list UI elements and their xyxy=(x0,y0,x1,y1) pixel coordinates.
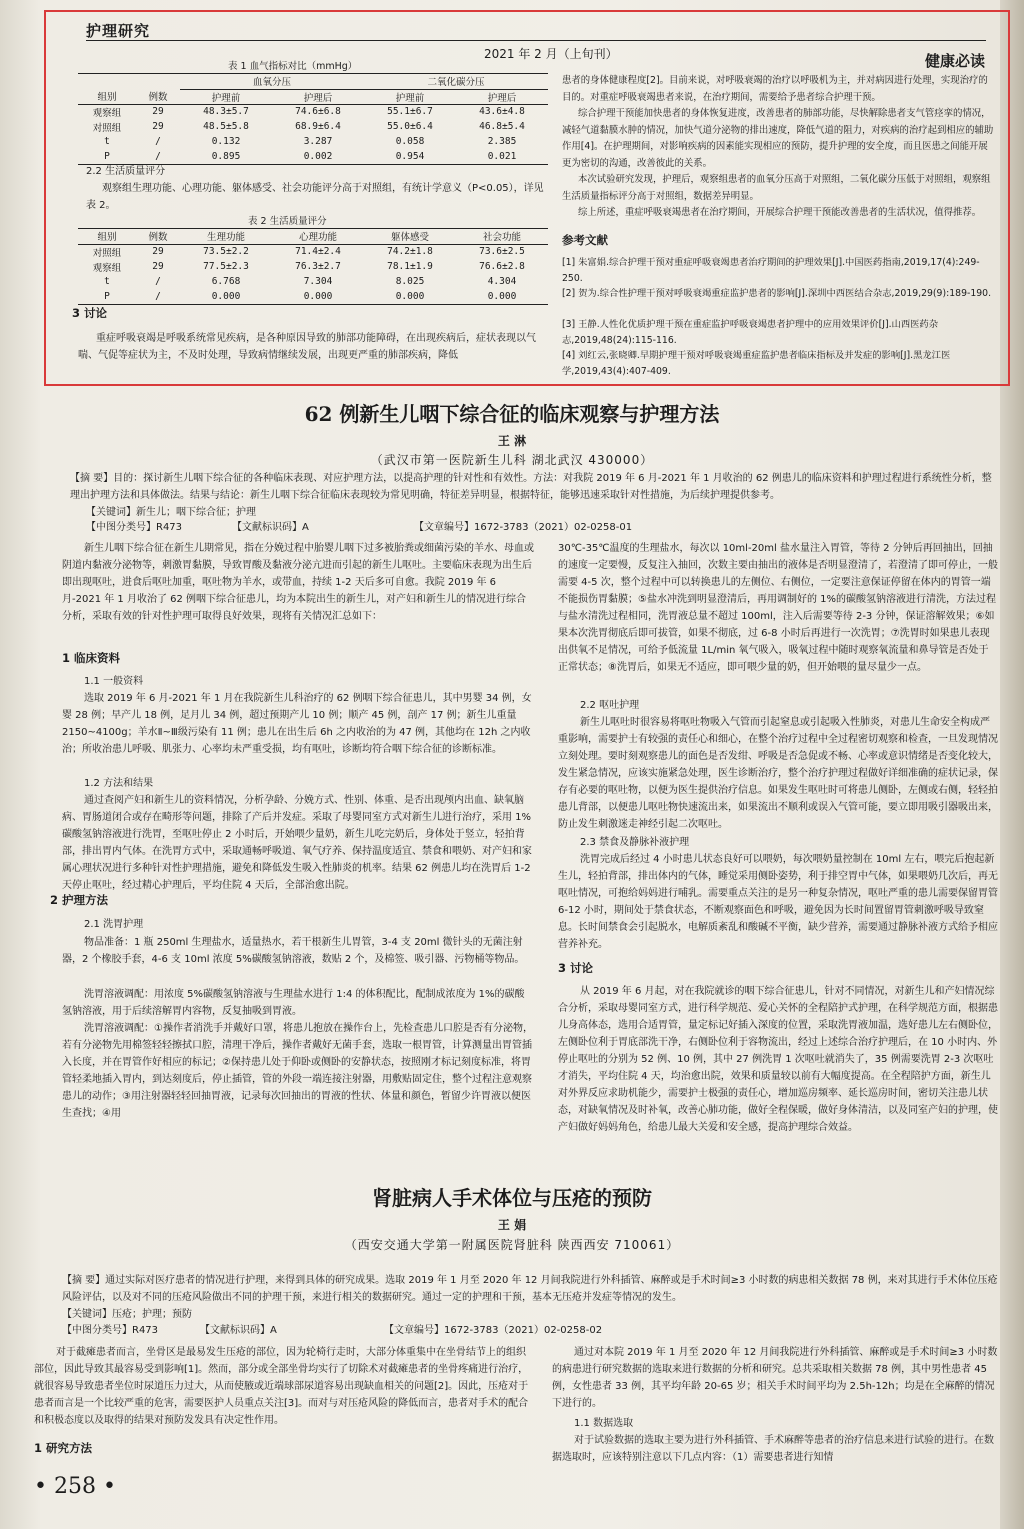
table-cell: 55.0±6.4 xyxy=(387,121,433,132)
section-2-2-text: 观察组生理功能、心理功能、躯体感受、社会功能评分高于对照组，有统计学意义（P<0.05），详见表 2。 xyxy=(86,183,544,211)
article2-abstract: 【摘 要】通过实际对医疗患者的情况进行护理，来得到具体的研究成果。选取 2019 年 1 月至 2020 年 12 月间我院进行外科插管、麻醉或是手术时间≥3 小时数的病患相关数据 78 例，来对其进行手术体位压疮风险评估，以及对不同的压疮风险做出不同的护理干预，来进行相关的数据研究。通过一定的护理和干预，基本无压疮并发症等情况的发生。 xyxy=(62,1275,998,1303)
section-header: 护理研究 xyxy=(86,22,151,40)
table2-caption: 表 2 生活质量评分 xyxy=(248,216,327,227)
article2-articleno: 【文章编号】1672-3783（2021）02-0258-02 xyxy=(384,1325,603,1336)
table-row xyxy=(78,104,548,119)
table-cell: t xyxy=(104,276,110,287)
article2-sec1-1: 1.1 数据选取 xyxy=(574,1418,634,1429)
table-cell: 78.1±1.9 xyxy=(387,261,433,272)
table-cell: 73.6±2.5 xyxy=(479,246,525,258)
table-cell: 29 xyxy=(152,121,164,132)
reference-item: [2] 贺为.综合性护理干预对呼吸衰竭重症监护患者的影响[J].深圳中西医结合杂志,2019,29(9):189-190. xyxy=(562,288,992,299)
table-cell: t xyxy=(104,136,110,147)
article1-affiliation: （武汉市第一医院新生儿科 湖北武汉 430000） xyxy=(370,453,654,467)
table2-header: 例数 xyxy=(148,232,168,244)
right-para-4: 综上所述，重症呼吸衰竭患者在治疗期间，开展综合护理干预能改善患者的生活状况，值得推荐。 xyxy=(578,207,982,218)
table-cell: 0.058 xyxy=(395,136,425,147)
table-cell: 29 xyxy=(152,261,164,272)
article1-sec1-1: 1.1 一般资料 xyxy=(84,676,144,687)
article1-doccode: 【文献标识码】A xyxy=(232,522,309,533)
table-cell: 43.6±4.8 xyxy=(479,106,525,118)
table1-header: 护理前 xyxy=(211,92,241,104)
article1-sec2-2: 2.2 呕吐护理 xyxy=(580,700,640,711)
article2-right-para-2: 对于试验数据的选取主要为进行外科插管、手术麻醉等患者的治疗信息来进行试验的进行。在数据选取时，应该特别注意以下几点内容：（1）需要患者进行知情 xyxy=(552,1435,994,1463)
article1-right-para-2: 新生儿呕吐时很容易将呕吐物吸入气管而引起窒息或引起吸入性肺炎，对患儿生命安全构成严重影响，需要护士有较强的责任心和细心，在整个治疗过程中全过程密切观察和检查，一旦发现情况立刻处理。要时刻观察患儿的面色是否发绀、呼吸是否急促或不畅、心率或意识情绪是否变化较大，发生紧急情况，应该实施紧急处理，医生诊断治疗，整个治疗护理过程做好详细准确的症状记录，保存有必要的呕吐物，以便为医生提供治疗信息。如果发生呕吐时可将患儿侧卧，左侧或右侧，轻轻拍患儿背部，以便患儿呕吐物快速流出来，如果流出不顺利或误入气管可能，要立即用吸引器吸出来，防止发生刺激迷走神经引起二次呕吐。 xyxy=(558,717,998,830)
table-cell: 0.021 xyxy=(487,150,517,162)
reference-item: [1] 朱富娟.综合护理干预对重症呼吸衰竭患者治疗期间的护理效果[J].中国医药指南,2019,17(4):249-250. xyxy=(562,257,980,284)
article1-sec3: 3 讨论 xyxy=(558,961,594,975)
header-rule xyxy=(86,40,986,41)
table-cell: 73.5±2.2 xyxy=(203,246,249,258)
table-cell: 71.4±2.4 xyxy=(295,246,341,258)
table-row xyxy=(78,134,548,149)
article1-sec1-2-text: 通过查阅产妇和新生儿的资料情况，分析孕龄、分娩方式、性别、体重、是否出现颅内出血、缺氧脑病、胃肠道闭合或存在畸形等问题，排除了产后并发症。采取了母婴同室方式对新生儿进行治疗，采用 1%碳酸氢钠溶液进行洗胃，至呕吐停止 2 小时后，开始喂少量奶，新生儿吃完奶后，身体处于竖立，轻拍背部，排出胃内气体。在洗胃方式中，采取通畅呼吸道、氧气疗养、保持温度适宜、禁食和喂奶、对产妇和家属心理状况进行多种针对性护理措施，避免和降低发生吸入性肺炎的机率。结果 62 例患儿均在洗胃后 1-2 天停止呕吐，经过精心护理后，平均住院 4 天后，全部治愈出院。 xyxy=(62,795,532,891)
table1-header: 护理后 xyxy=(303,92,333,104)
table-cell: 74.2±1.8 xyxy=(387,246,433,258)
table-cell: 46.8±5.4 xyxy=(479,121,525,132)
discussion-text: 重症呼吸衰竭是呼吸系统常见疾病，是各种原因导致的肺部功能障碍，在出现疾病后，症状表现以气喘、气促等症状为主，不及时处理，导致病情继续发展，出现更严重的肺部疾病，降低 xyxy=(78,333,536,361)
article1-procedure: 洗胃溶液调配：①操作者消洗手并戴好口罩，将患儿抱放在操作台上，先检查患儿口腔是否有分泌物，若有分泌物先用棉签轻轻擦拭口腔，清理干净后，操作者戴好无菌手套，选取一根胃管，计算测量出胃管插入长度，并在胃管作好相应的标记；②保持患儿处于仰卧或侧卧的安静状态，按照刚才标记刻度标准，将胃管轻柔地插入胃内，到达刻度后，停止插管，管的外段一端连接注射器，用敷贴固定住，整个过程注意观察患儿的动作；③用注射器轻轻回抽胃液，记录每次回抽出的胃液的性状、体量和颜色，暂留少许胃液以便医生查找；④用 xyxy=(62,1023,533,1119)
table2-header: 生理功能 xyxy=(206,232,245,244)
table-cell: 74.6±6.8 xyxy=(295,106,341,118)
table1-group1: 血氧分压 xyxy=(180,74,364,89)
table-row xyxy=(78,119,548,134)
issue-date: 2021 年 2 月（上旬刊） xyxy=(484,47,618,61)
article1-intro: 新生儿咽下综合征在新生儿期常见，指在分娩过程中胎婴儿咽下过多被胎粪或细菌污染的羊水、母血或阴道内黏液分泌物等，刺激胃黏膜，导致胃酸及黏液分泌亢进而引起的新生儿呕吐。主要临床表现为出生后即出现呕吐，进食后呕吐加重，呕吐物为羊水，或带血，持续 1-2 天后多可自愈。我院 2019 年 6 月-2021 年 1 月收治了 62 例咽下综合征患儿，均为本院出生的新生儿，对产妇和新生儿的情况进行综合分析，采取有效的针对性护理可取得良好效果，现将有关情况汇总如下： xyxy=(62,543,534,622)
article1-right-para-1: 30℃-35℃温度的生理盐水，每次以 10ml-20ml 盐水量注入胃管，等待 2 分钟后再回抽出，回抽的速度一定要慢，反复注入抽回，次数主要由抽出的液体是否明显澄清了，若澄清了即可停止，一般需要 4-5 次，整个过程中可以转换患儿的左侧位、右侧位，一定要注意保证停留在体内的胃管一端不能损伤胃黏膜；⑤盐水冲洗到明显澄清后，再用调制好的 1%的碳酸氢钠溶液进行清洗，方法过程与盐水清洗过程相同，洗胃液总量不超过 100ml，注入后需要等待 2-3 分钟，保证溶解效果；⑥如果本次洗胃彻底后即可拔管，如果不彻底，过 6-8 小时后再进行一次洗胃；⑦洗胃时如果患儿表现出供氧不足情况，可给予低流量 1L/min 氧气吸入，吸氧过程中随时观察氧流量和鼻导管是否处于正常状态；⑧洗胃后，如果无不适应，即可喂少量的奶，但开始喂的量尽量少一点。 xyxy=(558,543,998,673)
table2-header: 躯体感受 xyxy=(390,232,429,244)
article1-sec2: 2 护理方法 xyxy=(50,893,109,907)
table-row xyxy=(78,244,548,259)
section-2-2-heading: 2.2 生活质量评分 xyxy=(86,166,166,177)
table-cell: 55.1±6.7 xyxy=(387,106,433,118)
discussion-heading: 3 讨论 xyxy=(72,306,108,320)
table-cell: 48.3±5.7 xyxy=(203,106,249,118)
article1-articleno: 【文章编号】1672-3783（2021）02-0258-01 xyxy=(414,522,633,533)
table-row xyxy=(78,289,548,304)
table-cell: 76.6±2.8 xyxy=(479,261,525,272)
table1-group2: 二氧化碳分压 xyxy=(364,74,548,89)
table-cell: 6.768 xyxy=(211,276,241,287)
article2-affiliation: （西安交通大学第一附属医院肾脏科 陕西西安 710061） xyxy=(344,1238,680,1252)
article1-sec2-3: 2.3 禁食及静脉补液护理 xyxy=(580,837,690,848)
table-cell: / xyxy=(155,136,161,147)
table-row xyxy=(78,274,548,289)
table-cell: / xyxy=(155,290,161,302)
reference-item: [3] 王静.人性化优质护理干预在重症监护呼吸衰竭患者护理中的应用效果评价[J].山西医药杂志,2019,48(24):115-116. xyxy=(562,319,939,346)
page-number: • 258 • xyxy=(34,1474,116,1499)
table-cell: P xyxy=(104,290,110,302)
article1-title: 62 例新生儿咽下综合征的临床观察与护理方法 xyxy=(304,402,720,426)
article1-materials: 物品准备：1 瓶 250ml 生理盐水，适量热水，若干根新生儿胃管，3-4 支 20ml 微针头的无菌注射器，2 个橡胶手套，4-6 支 10ml 浓度 5%碳酸氢钠溶液，数贴 2 个，及棉签、吸引器、污物桶等物品。 xyxy=(62,937,525,965)
table1 xyxy=(78,74,548,165)
table-cell: 0.000 xyxy=(211,290,241,302)
table-cell: 76.3±2.7 xyxy=(295,261,341,272)
table-cell: 观察组 xyxy=(92,262,122,274)
table1-header: 组别 xyxy=(97,92,117,104)
table-cell: 3.287 xyxy=(303,136,333,147)
table-cell: P xyxy=(104,150,110,162)
article2-keywords: 【关键词】压疮；护理；预防 xyxy=(62,1309,192,1320)
table2 xyxy=(78,229,548,305)
article1-solution: 洗胃溶液调配：用浓度 5%碳酸氢钠溶液与生理盐水进行 1:4 的体积配比，配制成浓度为 1%的碳酸氢钠溶液，用于后续溶解胃内容物，反复抽吸到胃液。 xyxy=(62,989,525,1017)
right-para-1: 患者的身体健康程度[2]。目前来说，对呼吸衰竭的治疗以呼吸机为主，并对病因进行处理，实现治疗的目的。对重症呼吸衰竭患者来说，在治疗期间，需要给予患者综合护理干预。 xyxy=(562,75,988,103)
article1-sec1: 1 临床资料 xyxy=(62,651,121,665)
reference-item: [4] 刘红云,张晓卿.早期护理干预对呼吸衰竭重症监护患者临床指标及并发症的影响[J].黑龙江医学,2019,43(4):407-409. xyxy=(562,350,951,377)
table2-header: 组别 xyxy=(97,232,117,244)
right-para-3: 本次试验研究发现，护理后，观察组患者的血氧分压高于对照组，二氧化碳分压低于对照组，观察组生活质量指标评分高于对照组，数据差异明显。 xyxy=(562,174,991,202)
table2-header: 社会功能 xyxy=(482,232,521,244)
references-heading: 参考文献 xyxy=(562,233,608,247)
article1-right-para-3: 洗胃完成后经过 4 小时患儿状态良好可以喂奶，每次喂奶量控制在 10ml 左右，喂完后抱起新生儿，轻拍背部，排出体内的气体，睡觉采用侧卧姿势，利于排空胃中气体，如果喂奶几次后，再无呕吐情况，可抱给妈妈进行哺乳。需要重点关注的是另一种复杂情况，呕吐严重的患儿需要保留胃管 6-12 小时，期间处于禁食状态，不断观察面色和呼吸，避免因为长时间置留胃管刺激呼吸导致窒息。长时间禁食会引起脱水，电解质紊乱和酸碱不平衡，缺少营养，需要通过静脉补液方式给予相应营养补充。 xyxy=(558,854,998,950)
table-cell: 29 xyxy=(152,246,164,258)
table-cell: 对照组 xyxy=(92,247,122,259)
table-cell: / xyxy=(155,150,161,162)
table1-header: 护理前 xyxy=(395,92,425,104)
table-cell: 0.132 xyxy=(211,136,241,147)
table-cell: 7.304 xyxy=(303,276,333,287)
article1-sec1-2: 1.2 方法和结果 xyxy=(84,778,154,789)
table-cell: 0.954 xyxy=(395,150,425,162)
article2-intro: 对于截瘫患者而言，坐骨区是最易发生压疮的部位，因为轮椅行走时，大部分体重集中在坐骨结节上的组织部位，因此导致其最容易受到影响[1]。然而，部分或全部坐骨均实行了切除术对截瘫患者的坐骨疼痛进行治疗，就很容易导致患者坐位时尿道压力过大，从而使腋或近端球部尿道容易出现缺血相关的问题[2]。因此，压疮对于患者而言是一个比较严重的危害，需要医护人员重点关注[3]。而对与对压疮风险的降低而言，患者对手术的配合和积极态度以及取得的结果对预防发发具有决定性作用。 xyxy=(34,1347,529,1426)
table2-header: 心理功能 xyxy=(298,232,337,244)
table-cell: 0.000 xyxy=(395,290,425,302)
article1-keywords: 【关键词】新生儿；咽下综合征；护理 xyxy=(86,507,256,518)
table1-caption: 表 1 血气指标对比（mmHg） xyxy=(228,61,358,72)
article2-clc: 【中图分类号】R473 xyxy=(62,1325,159,1336)
table-cell: 68.9±6.4 xyxy=(295,121,341,132)
table-cell: 4.304 xyxy=(487,276,517,287)
article1-discussion: 从 2019 年 6 月起，对在我院就诊的咽下综合征患儿，针对不同情况，对新生儿和产妇情况综合分析，采取母婴同室方式，进行科学规范、爱心关怀的全程陪护式护理，在科学规范方面，根据患儿身高体态，选用合适胃管，量定标记好插入深度的位置，采取洗胃液加温，选好患儿左右侧卧位，左侧卧位利于胃底部洗干净，右侧卧位利于容物流出，经过上述综合治疗护理后，在 10 小时内、外停止呕吐的分别为 52 例、10 例，其中 27 例洗胃 1 次呕吐就消失了，35 例需要洗胃 2-3 次呕吐才消失，平均住院 4 天，均治愈出院，效果和质量较以前有大幅度提高。在全程陪护方面，新生儿对外界反应求助机能少，需要护士极强的责任心，增加巡房频率、延长巡房时间，密切关注患儿状态，对缺氧情况及时补氧，改善心肺功能，做好全程保暖，做好身体清洁，以及同室产妇的护理，使产妇做好妈妈角色，给患儿最大关爱和安全感，提高护理综合效益。 xyxy=(558,986,998,1133)
table-row xyxy=(78,149,548,164)
table1-header: 护理后 xyxy=(487,92,517,104)
right-para-2: 综合护理干预能加快患者的身体恢复进度，改善患者的肺部功能，尽快解除患者支气管痉挛的情况，减轻气道黏膜水肿的情况，加快气道分泌物的排出速度，降低气道的阻力，对疾病的治疗起到相应的辅助作用[4]。在护理期间，对影响疾病的因素能实现相应的预防，提升护理的安全度，而且医患之间能开展更为密切的沟通，改善彼此的关系。 xyxy=(562,108,994,169)
table-cell: 0.000 xyxy=(487,290,517,302)
article1-author: 王 淋 xyxy=(497,434,527,448)
article2-sec1: 1 研究方法 xyxy=(34,1441,93,1455)
table-row xyxy=(78,259,548,274)
table-cell: / xyxy=(155,276,161,287)
article2-right-para-1: 通过对本院 2019 年 1 月至 2020 年 12 月间我院进行外科插管、麻醉或是手术时间≥3 小时数的病患进行研究数据的选取来进行数据的分析和研究。总共采取相关数据 78 例，其中男性患者 45 例，女性患者 33 例，其平均年龄 20-65 岁；相关手术时间平均为 2.5h-12h；均是在全麻醉的情况下进行的。 xyxy=(552,1347,998,1409)
table-cell: 0.895 xyxy=(211,150,241,162)
table-cell: 48.5±5.8 xyxy=(203,121,249,132)
article2-doccode: 【文献标识码】A xyxy=(200,1325,277,1336)
table-cell: 观察组 xyxy=(92,107,122,119)
table-cell: 2.385 xyxy=(487,136,517,147)
article1-sec1-1-text: 选取 2019 年 6 月-2021 年 1 月在我院新生儿科治疗的 62 例咽下综合征患儿，其中男婴 34 例，女婴 28 例；早产儿 18 例，足月儿 34 例，超过预期产儿 10 例；顺产 45 例，剖产 17 例；新生儿重量 2150~4100g；羊水Ⅱ~Ⅲ级污染有 11 例；患儿在出生后 6h 之内收治的为 47 例，其他均在 12h 之内收治；所收治患儿呼吸、肌张力、心率均未严重受损，均有呕吐，诊断均符合咽下综合征的诊断标准。 xyxy=(62,693,532,755)
article2-author: 王 娟 xyxy=(497,1218,527,1232)
journal-name: 健康必读 xyxy=(925,52,986,70)
table-cell: 0.000 xyxy=(303,290,333,302)
table-cell: 29 xyxy=(152,106,164,118)
article1-clc: 【中图分类号】R473 xyxy=(86,522,183,533)
table-cell: 0.002 xyxy=(303,150,333,162)
article2-title: 肾脏病人手术体位与压疮的预防 xyxy=(372,1186,652,1210)
table-cell: 对照组 xyxy=(92,122,122,134)
table-cell: 77.5±2.3 xyxy=(203,261,249,272)
article1-abstract: 【摘 要】目的：探讨新生儿咽下综合征的各种临床表现、对应护理方法，以提高护理的针对性和有效性。方法：对我院 2019 年 6 月-2021 年 1 月收治的 62 例患儿的临床资料和护理过程进行系统性分析，整理出护理方法和具体做法。结果与结论：新生儿咽下综合征临床表现较为常见明确，特征差异明显，根据特征，能够迅速采取针对性措施，为后续护理提供参考。 xyxy=(70,473,992,501)
article1-sec2-1: 2.1 洗胃护理 xyxy=(84,919,144,930)
table-cell: 8.025 xyxy=(395,276,425,287)
table1-header: 例数 xyxy=(148,92,168,104)
